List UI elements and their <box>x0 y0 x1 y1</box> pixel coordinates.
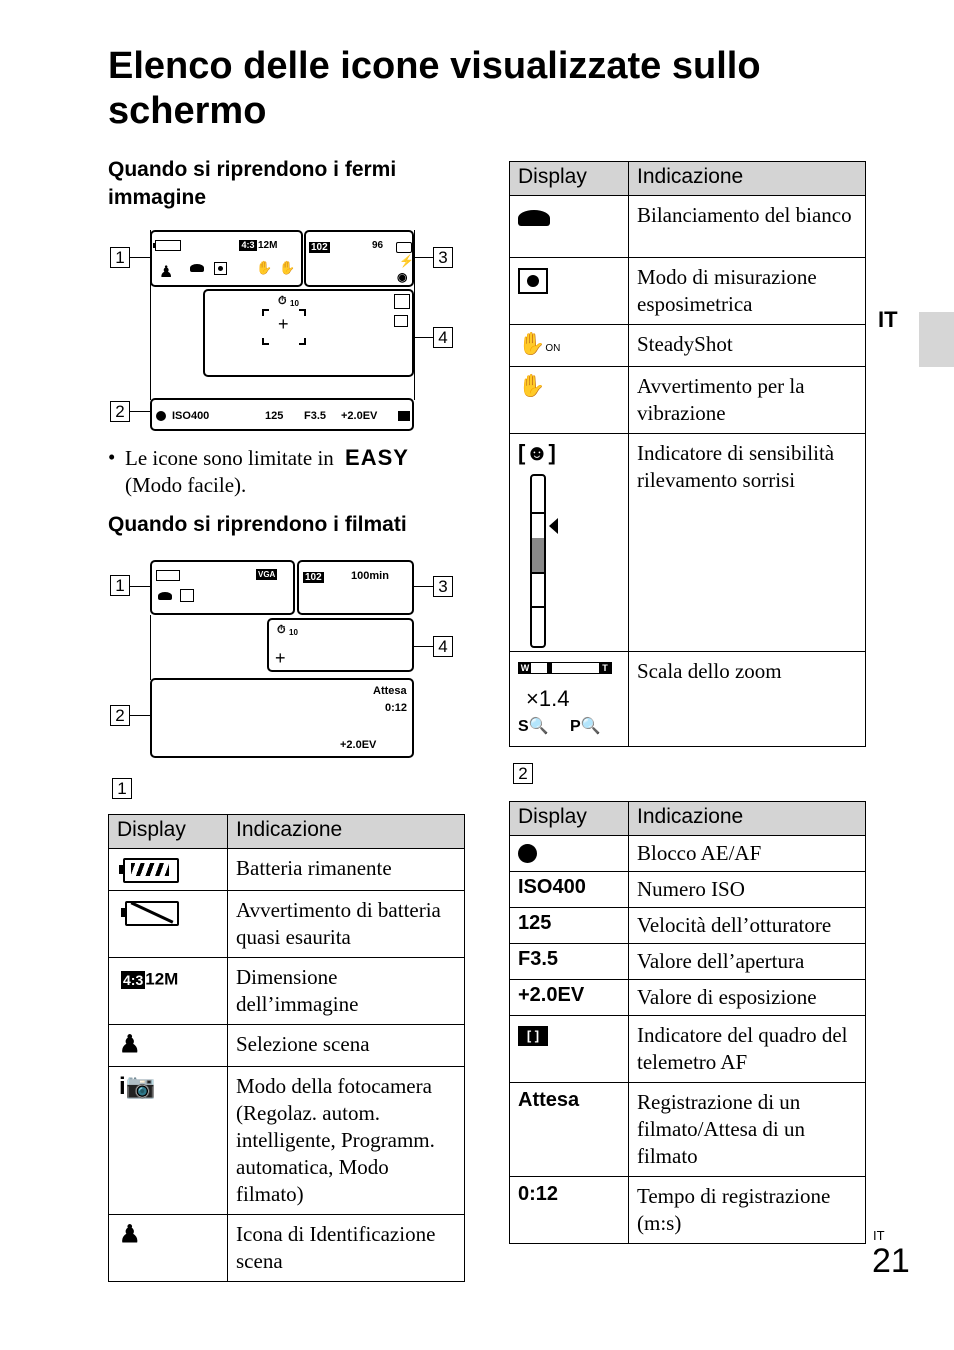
vibration-icon: ✋ <box>279 260 296 275</box>
callout-4: 4 <box>433 327 453 348</box>
table1-label: 1 <box>112 778 132 799</box>
table-row: W T ×1.4 S🔍 P🔍 Scala dello zoom <box>510 652 866 747</box>
table-1-continued: Display Indicazione Bilanciamento del bianco Modo di misurazione esposimetrica ✋ON SteadyShot ✋ Avvertimento per la vibrazione [☻] Indicatore di sensibilità rilevamento sorrisi W T ×1.4 S🔍 P🔍 Scala dello zoom <box>509 161 866 747</box>
movie-self-timer-icon: ⏱ <box>277 624 286 636</box>
steadyshot-icon: ✋ <box>256 260 273 275</box>
movie-callout-1: 1 <box>110 575 130 596</box>
movie-callout-4: 4 <box>433 636 453 657</box>
table-row: ♟ Selezione scena <box>109 1025 465 1067</box>
page-lang: IT <box>873 1228 885 1243</box>
table-row: Blocco AE/AF <box>510 836 866 872</box>
table-2: Display Indicazione Blocco AE/AF ISO400 Numero ISO 125 Velocità dell’otturatore F3.5 Valore dell’apertura +2.0EV Valore di esposizione [ ] Indicatore del quadro del telemetro AF Attesa Registrazione di un filmato/Attesa di un filmato 0:12 Tempo di registrazione (m:s) <box>509 801 866 1244</box>
still-group-2: ISO400 125 F3.5 +2.0EV <box>150 398 414 431</box>
table-row: Batteria rimanente <box>109 849 465 891</box>
table-row: [ ] Indicatore del quadro del telemetro AF <box>510 1016 866 1083</box>
movie-white-balance-icon <box>158 592 172 600</box>
movie-callout-2: 2 <box>110 705 130 726</box>
table-row: Modo di misurazione esposimetrica <box>510 258 866 325</box>
still-size: 12M <box>258 240 278 251</box>
table-1: Display Indicazione Batteria rimanente Avvertimento di batteria quasi esaurita 4:3 12M Dimensione dell’immagine ♟ Selezione scena i📷 Modo della fotocamera (Regolaz. autom. intelligente, Programm. automatica, Modo filmato) ♟ Icona di Identificazione scena <box>108 814 465 1282</box>
still-group-1 <box>150 230 303 287</box>
table-row: i📷 Modo della fotocamera (Regolaz. autom. intelligente, Programm. automatica, Modo filmato) <box>109 1067 465 1215</box>
red-eye-icon: ◉ <box>397 270 408 284</box>
table-row: 125 Velocità dell’otturatore <box>510 908 866 944</box>
movie-callout-3: 3 <box>433 576 453 597</box>
table-row: Avvertimento di batteria quasi esaurita <box>109 891 465 958</box>
battery-icon <box>123 858 179 883</box>
folder-icon: 102 <box>311 242 328 253</box>
self-timer-icon: ⏱ <box>278 295 287 307</box>
table-row: [☻] Indicatore di sensibilità rilevamento sorrisi <box>510 434 866 652</box>
metering-icon <box>214 262 227 275</box>
side-tab-marker <box>919 312 954 367</box>
movie-battery-icon <box>156 570 180 581</box>
side-tab-label: IT <box>878 307 898 332</box>
movie-group-4: ⏱ 10 + <box>267 618 414 672</box>
table-row: F3.5 Valore dell’apertura <box>510 944 866 980</box>
movie-group-1 <box>150 560 295 615</box>
white-balance-icon <box>190 264 204 272</box>
scene-selection-icon: ♟ <box>119 1031 141 1058</box>
flash-icon: ⚡ <box>399 254 414 268</box>
movie-metering-icon <box>180 589 194 602</box>
burst-icon <box>394 315 408 327</box>
zoom-scale-icon: W T ×1.4 S🔍 P🔍 <box>518 658 614 740</box>
callout-1: 1 <box>110 247 130 268</box>
still-group-4: ⏱ 10 + <box>203 289 414 377</box>
table-row: Bilanciamento del bianco <box>510 196 866 258</box>
table-row: ♟ Icona di Identificazione scena <box>109 1215 465 1282</box>
white-balance-icon <box>518 210 550 226</box>
table-row: +2.0EV Valore di esposizione <box>510 980 866 1016</box>
movie-group-2: Attesa 0:12 +2.0EV <box>150 678 414 758</box>
table-row: 0:12 Tempo di registrazione (m:s) <box>510 1177 866 1244</box>
scene-icon: ♟ <box>159 264 174 281</box>
easy-icon: EASY <box>345 445 409 470</box>
movie-crosshair: + <box>275 648 286 668</box>
ae-lock-dot <box>156 411 166 421</box>
still-group-3 <box>304 230 414 287</box>
vibration-warning-icon: ✋ <box>518 373 546 398</box>
callout-3: 3 <box>433 247 453 268</box>
scene-recognition-icon: ♟ <box>119 1221 141 1248</box>
battery-icon <box>155 240 181 251</box>
af-indicator <box>398 411 410 421</box>
table-row: ISO400 Numero ISO <box>510 872 866 908</box>
page-number: 21 <box>872 1242 910 1280</box>
af-frame-icon: + <box>262 309 306 345</box>
movie-remaining: 100min <box>351 570 389 582</box>
battery-low-icon <box>125 901 179 926</box>
movie-group-3: 102 100min <box>297 560 414 615</box>
camera-mode-icon: i📷 <box>119 1073 156 1100</box>
memory-card-icon <box>396 242 412 253</box>
table-row: 4:3 12M Dimensione dell’immagine <box>109 958 465 1025</box>
ae-af-lock-icon <box>518 844 537 863</box>
table-row: Attesa Registrazione di un filmato/Attesa di un filmato <box>510 1083 866 1177</box>
movie-mode-icon: VGA <box>258 570 276 579</box>
smile-shutter-icon <box>394 294 410 309</box>
image-size-icon: 4:3 12M <box>123 969 179 989</box>
table-row: ✋ Avvertimento per la vibrazione <box>510 367 866 434</box>
remaining-count: 96 <box>372 240 384 251</box>
easy-mode-note: • Le icone sono limitate in EASY (Modo facile). <box>108 445 409 497</box>
section-movie-heading: Quando si riprendono i filmati <box>108 513 407 536</box>
steadyshot-icon: ✋ <box>518 331 546 356</box>
section-still-heading: Quando si riprendono i fermi immagine <box>108 158 397 209</box>
aspect-icon: 4:3 <box>239 240 257 251</box>
table-row: ✋ON SteadyShot <box>510 325 866 367</box>
af-range-finder-icon: [ ] <box>518 1026 548 1046</box>
smile-sensitivity-icon: [☻] <box>518 440 608 645</box>
table2-label: 2 <box>513 763 533 784</box>
metering-mode-icon <box>518 268 548 294</box>
callout-2: 2 <box>110 401 130 422</box>
page-title: Elenco delle icone visualizzate sullo schermo <box>108 45 761 132</box>
